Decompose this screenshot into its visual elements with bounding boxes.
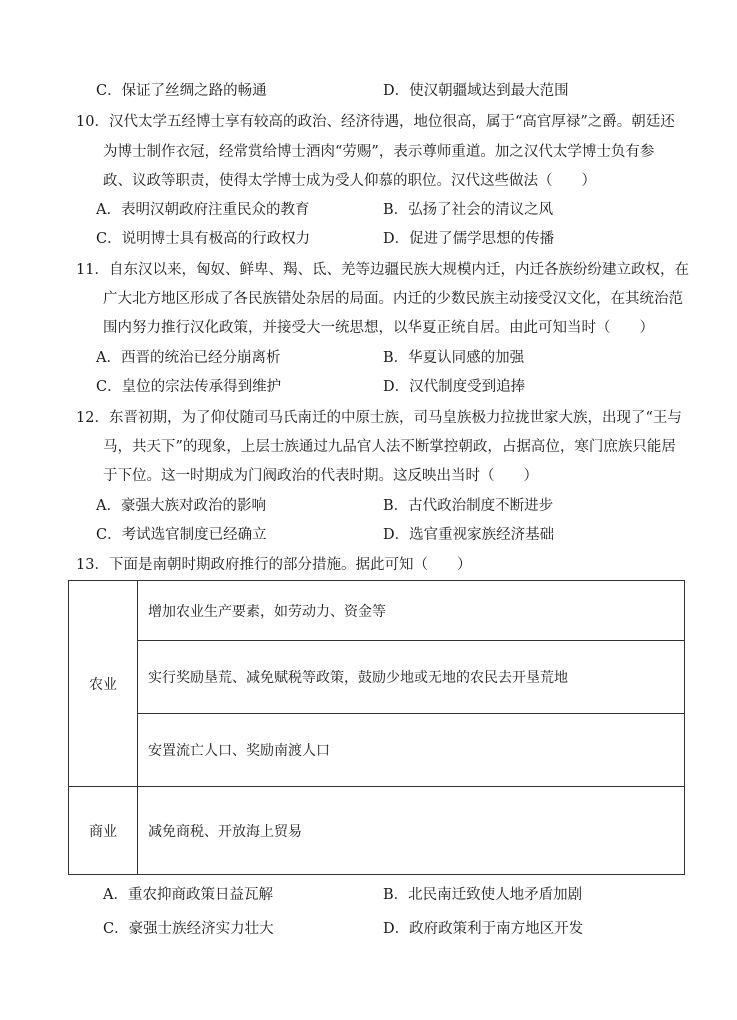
q10-stem-line-1: 10．汉代太学五经博士享有较高的政治、经济待遇，地位很高，属于“高官厚禄”之爵。朝廷还 xyxy=(76,114,675,130)
q10-option-c[interactable]: C．说明博士具有极高的行政权力 xyxy=(96,231,311,247)
q11-stem-line-2: 广大北方地区形成了各民族错处杂居的局面。内迁的少数民族主动接受汉文化，在其统治范 xyxy=(103,291,683,307)
q10-stem-line-2: 为博士制作衣冠，经常赏给博士酒肉“劳赐”，表示尊师重道。加之汉代太学博士负有参 xyxy=(103,144,655,160)
q9-option-d[interactable]: D．使汉朝疆域达到最大范围 xyxy=(383,83,569,99)
commerce-item: 减免商税、开放海上贸易 xyxy=(138,787,685,875)
q13-stem: 13．下面是南朝时期政府推行的部分措施。据此可知（ ） xyxy=(76,557,472,573)
q11-stem-line-1: 11．自东汉以来，匈奴、鲜卑、羯、氐、羌等边疆民族大规模内迁，内迁各族纷纷建立政权，在 xyxy=(76,262,689,278)
q10-option-b[interactable]: B．弘扬了社会的清议之风 xyxy=(383,202,554,218)
table-row xyxy=(69,787,685,875)
q12-option-b[interactable]: B．古代政治制度不断进步 xyxy=(383,498,554,514)
q13-option-b[interactable]: B．北民南迁致使人地矛盾加剧 xyxy=(383,887,583,903)
agriculture-item: 安置流亡人口、奖励南渡人口 xyxy=(138,714,685,787)
q12-option-c[interactable]: C．考试选官制度已经确立 xyxy=(96,527,267,543)
q10-option-d[interactable]: D．促进了儒学思想的传播 xyxy=(383,231,555,247)
q11-option-d[interactable]: D．汉代制度受到追捧 xyxy=(383,379,526,395)
q11-option-c[interactable]: C．皇位的宗法传承得到维护 xyxy=(96,379,282,395)
q11-option-b[interactable]: B．华夏认同感的加强 xyxy=(383,350,525,366)
agriculture-item: 增加农业生产要素，如劳动力、资金等 xyxy=(138,581,685,641)
q11-option-a[interactable]: A．西晋的统治已经分崩离析 xyxy=(96,350,281,366)
q13-measures-table xyxy=(68,580,685,875)
q10-stem-line-3: 政、议政等职责，使得太学博士成为受人仰慕的职位。汉代这些做法（ ） xyxy=(103,173,596,189)
q13-option-c[interactable]: C．豪强士族经济实力壮大 xyxy=(103,921,274,937)
q9-option-c[interactable]: C．保证了丝绸之路的畅通 xyxy=(96,83,267,99)
agriculture-label: 农业 xyxy=(69,581,138,787)
table-row xyxy=(69,581,685,641)
table-row xyxy=(69,641,685,714)
table-row xyxy=(69,714,685,787)
q13-option-a[interactable]: A．重农抑商政策日益瓦解 xyxy=(103,887,273,903)
q13-option-d[interactable]: D．政府政策利于南方地区开发 xyxy=(383,921,584,937)
q12-option-a[interactable]: A．豪强大族对政治的影响 xyxy=(96,498,266,514)
commerce-label: 商业 xyxy=(69,787,138,875)
q10-option-a[interactable]: A．表明汉朝政府注重民众的教育 xyxy=(96,202,310,218)
q12-stem-line-2: 马，共天下”的现象，上层士族通过九品官人法不断掌控朝政，占据高位，寒门庶族只能居 xyxy=(103,439,676,455)
q12-stem-line-1: 12．东晋初期，为了仰仗随司马氏南迁的中原士族，司马皇族极力拉拢世家大族，出现了“王与 xyxy=(76,410,682,426)
q12-option-d[interactable]: D．选官重视家族经济基础 xyxy=(383,527,555,543)
q11-stem-line-3: 围内努力推行汉化政策，并接受大一统思想，以华夏正统自居。由此可知当时（ ） xyxy=(103,320,654,336)
q12-stem-line-3: 于下位。这一时期成为门阀政治的代表时期。这反映出当时（ ） xyxy=(103,468,538,484)
agriculture-item: 实行奖励垦荒、减免赋税等政策，鼓励少地或无地的农民去开垦荒地 xyxy=(138,641,685,714)
